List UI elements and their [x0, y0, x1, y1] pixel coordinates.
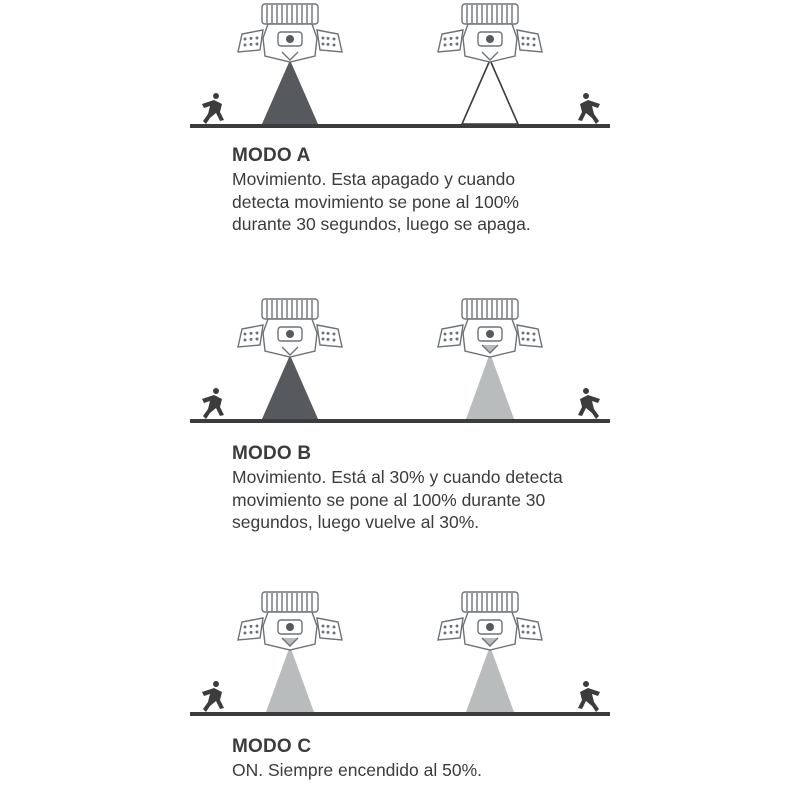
mode-c-description: ON. Siempre encendido al 50%.: [232, 760, 482, 780]
right-lamp-fixture: [438, 299, 542, 357]
mode-b-description: Movimiento. Está al 30% y cuando detecta movimiento se pone al 100% durante 30 segundos, luego vuelve al 30%.: [232, 467, 563, 532]
left-lamp-beam-bright: [262, 60, 318, 124]
mode-a-title: MODO A: [232, 145, 311, 166]
mode-a-description: Movimiento. Esta apagado y cuando detecta movimiento se pone al 100% durante 30 segundos, luego se apaga.: [232, 169, 531, 234]
runner-icon-left: [202, 681, 224, 712]
left-lamp-beam-bright: [262, 355, 318, 419]
right-lamp-beam-off: [462, 60, 518, 124]
mode-a-illustration: [0, 0, 800, 140]
mode-a-svg: [190, 0, 610, 140]
ground-line: [190, 712, 610, 716]
left-lamp-fixture: [238, 592, 342, 650]
mode-block-b: [0, 295, 800, 585]
ground-line: [190, 124, 610, 128]
mode-c-text: [232, 736, 572, 782]
mode-c-svg: [190, 588, 610, 728]
runner-icon-left: [202, 93, 224, 124]
mode-block-c: [0, 588, 800, 800]
mode-a-text: [232, 145, 572, 236]
mode-b-svg: [190, 295, 610, 435]
mode-b-title: MODO B: [232, 443, 312, 464]
ground-line: [190, 419, 610, 423]
right-lamp-beam-dim: [466, 646, 514, 712]
runner-icon-right: [578, 388, 600, 419]
left-lamp-fixture: [238, 299, 342, 357]
mode-b-text: [232, 443, 572, 534]
runner-icon-right: [578, 681, 600, 712]
mode-block-a: [0, 0, 800, 290]
runner-icon-left: [202, 388, 224, 419]
left-lamp-fixture: [238, 4, 342, 62]
mode-c-title: MODO C: [232, 736, 312, 757]
mode-b-illustration: [0, 295, 800, 435]
right-lamp-beam-dim: [466, 353, 514, 419]
runner-icon-right: [578, 93, 600, 124]
mode-c-illustration: [0, 588, 800, 728]
right-lamp-fixture: [438, 4, 542, 62]
right-lamp-fixture: [438, 592, 542, 650]
left-lamp-beam-dim: [266, 646, 314, 712]
